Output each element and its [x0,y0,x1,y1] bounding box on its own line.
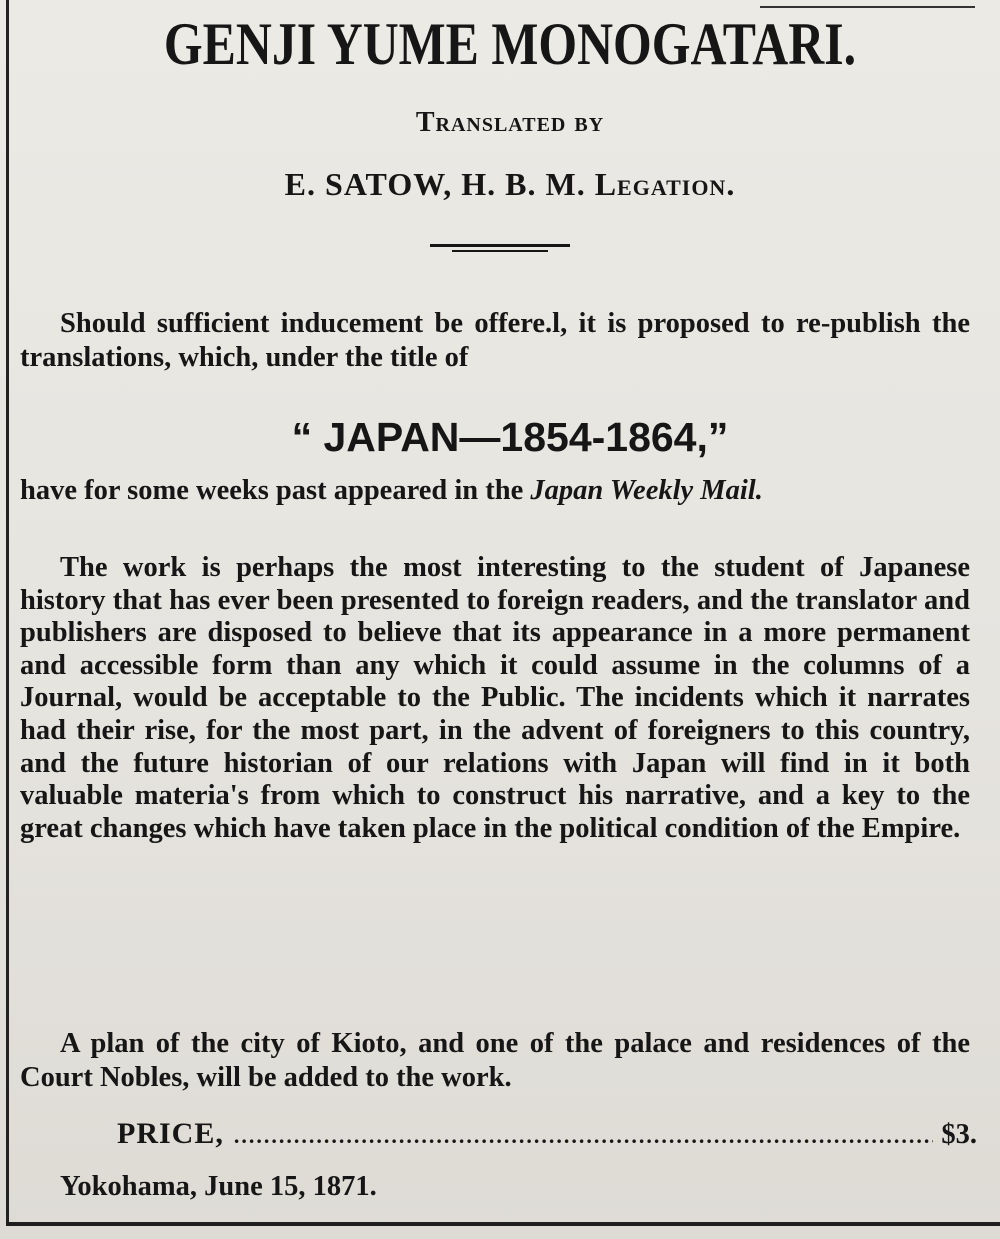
price-label: PRICE, [117,1117,224,1150]
price-value: $3. [941,1119,977,1150]
paragraph-plan: A plan of the city of Kioto, and one of the palace and residences of the Court Nobles, will be added to the work. [20,1028,970,1093]
left-column-rule [6,0,9,1226]
ornamental-rule [430,243,570,253]
translated-by-line: Translated by [415,107,605,138]
price-line [117,1117,977,1157]
appeared-text: have for some weeks past appeared in the [20,475,531,506]
ornament-bar-lower [452,250,548,252]
ornament-bar-upper [430,244,570,247]
price-leader-dots [234,1123,934,1149]
bottom-rule [6,1222,1000,1226]
notice-title: GENJI YUME MONOGATARI. [163,11,857,77]
journal-name: Japan Weekly Mail. [530,475,763,506]
paragraph-appeared [20,474,970,508]
dateline: Yokohama, June 15, 1871. [60,1171,377,1202]
paragraph-description: The work is perhaps the most interesting to the student of Japanese history that has ever been presented to foreign readers, and the translator and publishers are disposed to believe that its appearance in a more permanent and accessible form than any which it could assume in the columns of a Journal, would be acceptable to the Public. The incidents which it narrates had their rise, for the most part, in the advent of foreigners to this country, and the future historian of our relations with Japan will find in it both valuable materia's from which to construct his narrative, and a key to the great changes which have taken place in the political condition of the Empire. [20,552,970,844]
paragraph-proposal: Should sufficient inducement be offere.l, it is proposed to re-publish the translations, which, under the title of [20,308,970,373]
translator-name: E. SATOW, H. B. M. Legation. [284,166,736,202]
book-title-headline: “ JAPAN—1854-1864,” [291,414,729,460]
